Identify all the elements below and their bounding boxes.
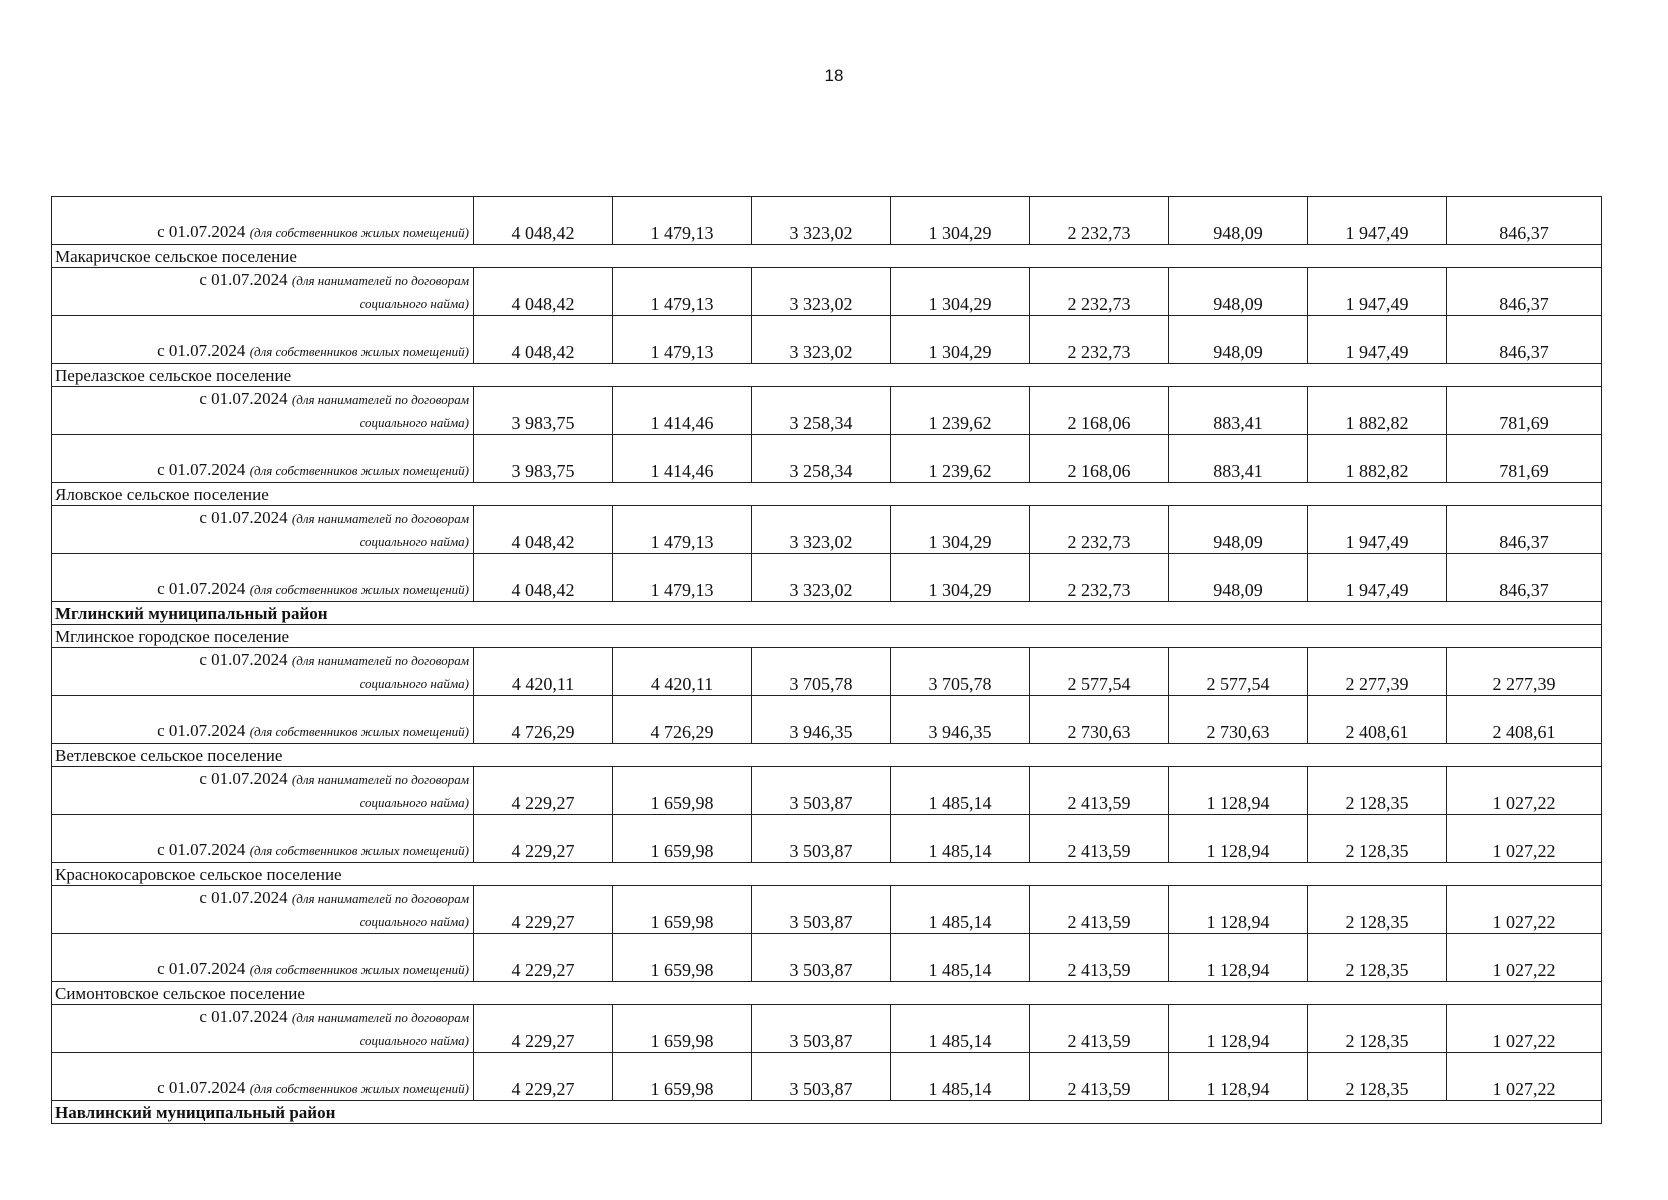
tariff-value: 3 503,87 (752, 1053, 891, 1101)
tariff-value: 3 503,87 (752, 886, 891, 934)
tariff-value: 2 232,73 (1030, 268, 1169, 316)
tariff-value: 1 479,13 (613, 554, 752, 602)
page-number: 18 (824, 66, 844, 85)
tariff-value: 1 027,22 (1447, 1005, 1602, 1053)
tariff-value: 2 413,59 (1030, 886, 1169, 934)
tariff-value: 2 128,35 (1308, 1005, 1447, 1053)
district-name: Навлинский муниципальный район (52, 1101, 1602, 1124)
tariff-value: 4 048,42 (474, 268, 613, 316)
tenant-tariff-row (52, 648, 1602, 696)
tenant-tariff-row (52, 1005, 1602, 1053)
district-header-row (52, 1101, 1602, 1124)
date-label: с 01.07.2024 (157, 1078, 246, 1097)
tariff-value: 2 232,73 (1030, 554, 1169, 602)
tariff-value: 2 128,35 (1308, 1053, 1447, 1101)
settlement-header-row (52, 982, 1602, 1005)
owner-note: (для собственников жилых помещений) (249, 463, 469, 478)
tariff-value: 4 420,11 (613, 648, 752, 696)
tariff-value: 4 420,11 (474, 648, 613, 696)
tariff-value: 2 413,59 (1030, 767, 1169, 815)
tariff-value: 2 413,59 (1030, 1005, 1169, 1053)
tariff-value: 3 503,87 (752, 767, 891, 815)
tenant-note-line2: социального найма) (359, 415, 469, 430)
tariff-value: 3 705,78 (891, 648, 1030, 696)
tenant-note-line1: (для нанимателей по договорам (291, 273, 469, 288)
date-label: с 01.07.2024 (199, 650, 288, 669)
row-label (52, 268, 474, 316)
date-label: с 01.07.2024 (157, 341, 246, 360)
tariff-value: 1 485,14 (891, 886, 1030, 934)
row-label (52, 886, 474, 934)
tariff-table (51, 196, 1602, 1124)
tariff-value: 1 659,98 (613, 767, 752, 815)
date-label: с 01.07.2024 (157, 579, 246, 598)
owner-note: (для собственников жилых помещений) (249, 843, 469, 858)
tariff-value: 1 479,13 (613, 506, 752, 554)
tenant-note-line1: (для нанимателей по договорам (291, 392, 469, 407)
tariff-value: 1 128,94 (1169, 934, 1308, 982)
tariff-value: 1 128,94 (1169, 815, 1308, 863)
owner-note: (для собственников жилых помещений) (249, 724, 469, 739)
row-label (52, 696, 474, 744)
tariff-value: 1 882,82 (1308, 387, 1447, 435)
tenant-note-line2: социального найма) (359, 795, 469, 810)
tenant-tariff-row (52, 886, 1602, 934)
tariff-value: 2 413,59 (1030, 815, 1169, 863)
tariff-value: 846,37 (1447, 316, 1602, 364)
tariff-value: 3 705,78 (752, 648, 891, 696)
owner-tariff-row (52, 554, 1602, 602)
tariff-value: 4 229,27 (474, 886, 613, 934)
tenant-note-line1: (для нанимателей по договорам (291, 653, 469, 668)
tariff-value: 1 414,46 (613, 387, 752, 435)
tariff-value: 1 304,29 (891, 554, 1030, 602)
settlement-name: Яловское сельское поселение (52, 483, 1602, 506)
tenant-note-line2: социального найма) (359, 676, 469, 691)
tariff-value: 1 304,29 (891, 506, 1030, 554)
tenant-note-line2: социального найма) (359, 1033, 469, 1048)
tariff-value: 1 479,13 (613, 268, 752, 316)
tariff-value: 2 232,73 (1030, 197, 1169, 245)
tenant-note-line2: социального найма) (359, 914, 469, 929)
date-label: с 01.07.2024 (199, 270, 288, 289)
tariff-value: 4 048,42 (474, 506, 613, 554)
tariff-value: 2 413,59 (1030, 934, 1169, 982)
settlement-header-row (52, 744, 1602, 767)
tariff-value: 2 128,35 (1308, 886, 1447, 934)
tariff-value: 2 232,73 (1030, 316, 1169, 364)
owner-tariff-row (52, 197, 1602, 245)
tariff-value: 1 479,13 (613, 316, 752, 364)
tariff-value: 1 485,14 (891, 934, 1030, 982)
settlement-header-row (52, 245, 1602, 268)
tariff-value: 3 323,02 (752, 316, 891, 364)
tariff-value: 1 882,82 (1308, 435, 1447, 483)
tariff-value: 846,37 (1447, 197, 1602, 245)
tariff-value: 1 027,22 (1447, 815, 1602, 863)
tariff-value: 1 128,94 (1169, 767, 1308, 815)
tariff-value: 1 485,14 (891, 1005, 1030, 1053)
tariff-value: 3 323,02 (752, 197, 891, 245)
district-name: Мглинский муниципальный район (52, 602, 1602, 625)
row-label (52, 1053, 474, 1101)
tenant-tariff-row (52, 387, 1602, 435)
tariff-value: 1 027,22 (1447, 934, 1602, 982)
row-label (52, 435, 474, 483)
date-label: с 01.07.2024 (157, 460, 246, 479)
tariff-value: 1 128,94 (1169, 1005, 1308, 1053)
date-label: с 01.07.2024 (199, 888, 288, 907)
settlement-header-row (52, 625, 1602, 648)
district-header-row (52, 602, 1602, 625)
tariff-value: 1 027,22 (1447, 1053, 1602, 1101)
tenant-tariff-row (52, 268, 1602, 316)
owner-tariff-row (52, 696, 1602, 744)
tariff-value: 1 128,94 (1169, 1053, 1308, 1101)
tariff-value: 1 304,29 (891, 197, 1030, 245)
settlement-header-row (52, 364, 1602, 387)
tariff-value: 2 168,06 (1030, 435, 1169, 483)
tariff-value: 948,09 (1169, 506, 1308, 554)
row-label (52, 767, 474, 815)
owner-tariff-row (52, 1053, 1602, 1101)
tariff-value: 846,37 (1447, 554, 1602, 602)
tenant-note-line1: (для нанимателей по договорам (291, 891, 469, 906)
tariff-value: 1 947,49 (1308, 506, 1447, 554)
tariff-value: 1 947,49 (1308, 197, 1447, 245)
tenant-note-line1: (для нанимателей по договорам (291, 1010, 469, 1025)
tariff-value: 883,41 (1169, 435, 1308, 483)
tariff-value: 846,37 (1447, 506, 1602, 554)
tariff-value: 3 323,02 (752, 554, 891, 602)
row-label (52, 197, 474, 245)
tariff-value: 1 304,29 (891, 268, 1030, 316)
tariff-value: 1 659,98 (613, 815, 752, 863)
tariff-value: 4 229,27 (474, 767, 613, 815)
tenant-note-line2: социального найма) (359, 534, 469, 549)
tariff-value: 2 277,39 (1308, 648, 1447, 696)
date-label: с 01.07.2024 (157, 959, 246, 978)
tariff-value: 948,09 (1169, 316, 1308, 364)
tariff-value: 948,09 (1169, 268, 1308, 316)
owner-note: (для собственников жилых помещений) (249, 962, 469, 977)
tariff-value: 1 659,98 (613, 1005, 752, 1053)
row-label (52, 934, 474, 982)
date-label: с 01.07.2024 (199, 1007, 288, 1026)
tariff-value: 4 726,29 (474, 696, 613, 744)
date-label: с 01.07.2024 (199, 389, 288, 408)
date-label: с 01.07.2024 (199, 508, 288, 527)
tariff-value: 3 503,87 (752, 934, 891, 982)
settlement-name: Краснокосаровское сельское поселение (52, 863, 1602, 886)
tariff-value: 883,41 (1169, 387, 1308, 435)
tenant-note-line2: социального найма) (359, 296, 469, 311)
row-label (52, 316, 474, 364)
tariff-value: 948,09 (1169, 554, 1308, 602)
tariff-value: 781,69 (1447, 387, 1602, 435)
tariff-value: 2 577,54 (1030, 648, 1169, 696)
tariff-value: 1 485,14 (891, 767, 1030, 815)
tariff-value: 3 258,34 (752, 435, 891, 483)
tariff-value: 2 277,39 (1447, 648, 1602, 696)
settlement-header-row (52, 863, 1602, 886)
tariff-value: 2 730,63 (1030, 696, 1169, 744)
tariff-value: 1 304,29 (891, 316, 1030, 364)
date-label: с 01.07.2024 (157, 721, 246, 740)
tariff-value: 1 485,14 (891, 1053, 1030, 1101)
owner-tariff-row (52, 316, 1602, 364)
settlement-header-row (52, 483, 1602, 506)
tenant-note-line1: (для нанимателей по договорам (291, 772, 469, 787)
date-label: с 01.07.2024 (199, 769, 288, 788)
tariff-value: 846,37 (1447, 268, 1602, 316)
tariff-value: 2 232,73 (1030, 506, 1169, 554)
tariff-value: 1 414,46 (613, 435, 752, 483)
tariff-value: 3 983,75 (474, 387, 613, 435)
settlement-name: Симонтовское сельское поселение (52, 982, 1602, 1005)
tariff-value: 3 323,02 (752, 506, 891, 554)
tariff-value: 2 730,63 (1169, 696, 1308, 744)
owner-note: (для собственников жилых помещений) (249, 582, 469, 597)
tariff-value: 1 947,49 (1308, 316, 1447, 364)
tariff-value: 3 503,87 (752, 815, 891, 863)
tenant-note-line1: (для нанимателей по договорам (291, 511, 469, 526)
tariff-value: 1 659,98 (613, 934, 752, 982)
settlement-name: Мглинское городское поселение (52, 625, 1602, 648)
owner-note: (для собственников жилых помещений) (249, 1081, 469, 1096)
tariff-value: 781,69 (1447, 435, 1602, 483)
settlement-name: Перелазское сельское поселение (52, 364, 1602, 387)
tariff-value: 3 323,02 (752, 268, 891, 316)
tariff-value: 4 229,27 (474, 1005, 613, 1053)
row-label (52, 506, 474, 554)
row-label (52, 1005, 474, 1053)
tariff-value: 4 048,42 (474, 554, 613, 602)
tariff-value: 1 479,13 (613, 197, 752, 245)
owner-note: (для собственников жилых помещений) (249, 225, 469, 240)
tariff-value: 2 408,61 (1447, 696, 1602, 744)
tariff-value: 2 128,35 (1308, 934, 1447, 982)
tariff-value: 2 408,61 (1308, 696, 1447, 744)
date-label: с 01.07.2024 (157, 840, 246, 859)
tariff-value: 3 946,35 (891, 696, 1030, 744)
tariff-value: 2 128,35 (1308, 815, 1447, 863)
owner-tariff-row (52, 934, 1602, 982)
tariff-value: 4 048,42 (474, 197, 613, 245)
tariff-value: 4 048,42 (474, 316, 613, 364)
tariff-value: 3 258,34 (752, 387, 891, 435)
tariff-value: 1 239,62 (891, 435, 1030, 483)
row-label (52, 648, 474, 696)
row-label (52, 815, 474, 863)
tenant-tariff-row (52, 767, 1602, 815)
tariff-value: 4 229,27 (474, 1053, 613, 1101)
tariff-value: 1 947,49 (1308, 268, 1447, 316)
tariff-value: 1 659,98 (613, 1053, 752, 1101)
tariff-value: 1 659,98 (613, 886, 752, 934)
tariff-value: 1 485,14 (891, 815, 1030, 863)
tariff-value: 4 726,29 (613, 696, 752, 744)
settlement-name: Макаричское сельское поселение (52, 245, 1602, 268)
tariff-value: 2 577,54 (1169, 648, 1308, 696)
tariff-value: 3 503,87 (752, 1005, 891, 1053)
tariff-value: 948,09 (1169, 197, 1308, 245)
row-label (52, 387, 474, 435)
tariff-value: 1 239,62 (891, 387, 1030, 435)
tariff-value: 1 027,22 (1447, 886, 1602, 934)
tenant-tariff-row (52, 506, 1602, 554)
tariff-value: 2 168,06 (1030, 387, 1169, 435)
settlement-name: Ветлевское сельское поселение (52, 744, 1602, 767)
tariff-value: 1 947,49 (1308, 554, 1447, 602)
tariff-value: 2 413,59 (1030, 1053, 1169, 1101)
tariff-value: 1 128,94 (1169, 886, 1308, 934)
owner-note: (для собственников жилых помещений) (249, 344, 469, 359)
tariff-value: 2 128,35 (1308, 767, 1447, 815)
tariff-value: 4 229,27 (474, 815, 613, 863)
tariff-value: 4 229,27 (474, 934, 613, 982)
tariff-value: 3 983,75 (474, 435, 613, 483)
tariff-value: 3 946,35 (752, 696, 891, 744)
owner-tariff-row (52, 435, 1602, 483)
date-label: с 01.07.2024 (157, 222, 246, 241)
owner-tariff-row (52, 815, 1602, 863)
tariff-value: 1 027,22 (1447, 767, 1602, 815)
row-label (52, 554, 474, 602)
